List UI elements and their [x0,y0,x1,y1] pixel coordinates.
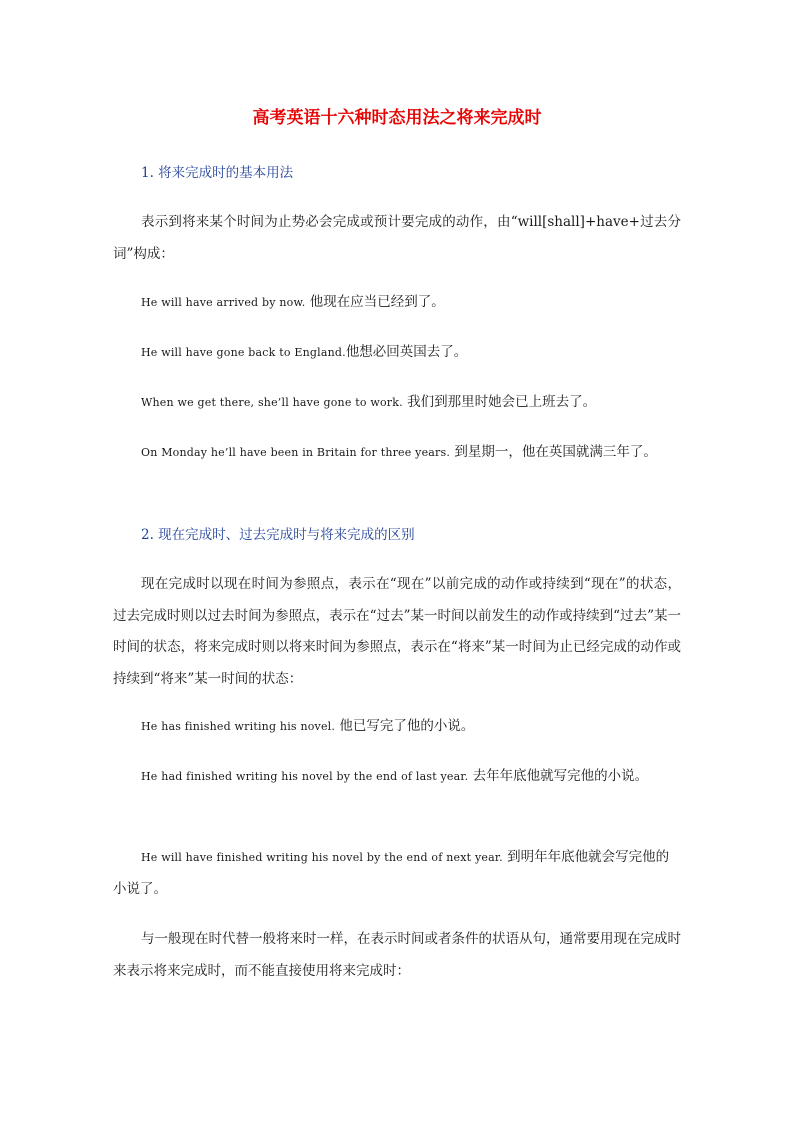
example-english: On Monday he’ll have been in Britain for three years. [141,446,451,459]
section2-intro-paragraph: 现在完成时以现在时间为参照点，表示在“现在”以前完成的动作或持续到“现在”的状态，过去完成时则以过去时间为参照点，表示在“过去”某一时间以前发生的动作或持续到“过去”某一时间的状态，将来完成时则以将来时间为参照点，表示在“将来”某一时间为止已经完成的动作或持续到“将来”某一时间的状态： [113,576,681,687]
example-english: He will have finished writing his novel by the end of next year. [141,851,503,864]
section1-intro-paragraph: 表示到将来某个时间为止势必会完成或预计要完成的动作，由“will[shall]+have+过去分词”构成： [113,214,681,262]
example-sentence [113,842,681,905]
example-sentence [113,711,681,743]
section-heading-1: 1. 将来完成时的基本用法 [141,165,294,181]
example-sentence [113,287,681,319]
example-sentence [113,761,681,793]
example-chinese: 我们到那里时她会已上班去了。 [402,394,597,410]
example-sentence [113,337,681,369]
example-chinese: 到星期一，他在英国就满三年了。 [450,444,657,460]
example-english: He will have arrived by now. [141,296,306,309]
example-chinese: 他已写完了他的小说。 [335,718,475,734]
section2-closing-paragraph: 与一般现在时代替一般将来时一样，在表示时间或者条件的状语从句，通常要用现在完成时来表示将来完成时，而不能直接使用将来完成时： [113,931,681,979]
section-heading-2: 2. 现在完成时、过去完成时与将来完成的区别 [141,527,415,543]
page-title: 高考英语十六种时态用法之将来完成时 [252,108,542,128]
example-chinese: 他想必回英国去了。 [345,344,468,360]
example-english: He will have gone back to England. [141,346,346,359]
example-english: He has finished writing his novel. [141,720,336,733]
example-sentence [113,437,681,469]
example-english: He had finished writing his novel by the end of last year. [141,770,469,783]
example-sentence [113,387,681,419]
example-chinese: 到明年年底他就会写完他的小说了。 [113,849,670,897]
example-english: When we get there, she’ll have gone to work. [141,396,403,409]
example-chinese: 去年年底他就写完他的小说。 [468,768,649,784]
example-chinese: 他现在应当已经到了。 [305,294,445,310]
